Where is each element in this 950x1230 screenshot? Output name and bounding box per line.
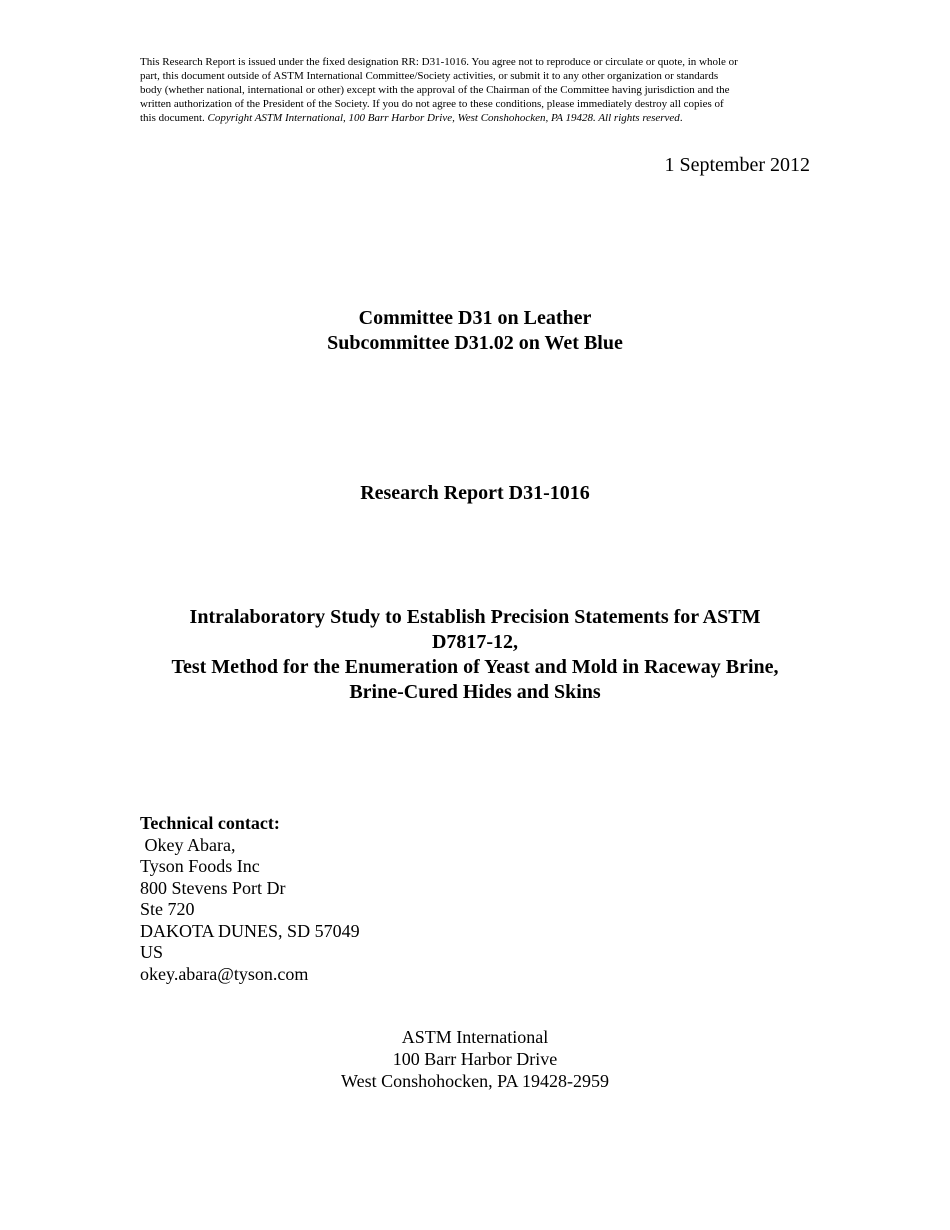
astm-street: 100 Barr Harbor Drive bbox=[392, 1049, 558, 1069]
contact-email: okey.abara@tyson.com bbox=[140, 963, 309, 984]
contact-company: Tyson Foods Inc bbox=[140, 856, 260, 876]
contact-name: Okey Abara, bbox=[140, 834, 236, 855]
notice-line: body (whether national, international or other) except with the approval of the Chairman of the Committee having jurisdiction and the bbox=[140, 84, 730, 96]
contact-city: DAKOTA DUNES, SD 57049 bbox=[140, 920, 360, 941]
report-title: Research Report D31-1016 bbox=[360, 482, 590, 504]
subcommittee-name: Subcommittee D31.02 on Wet Blue bbox=[327, 332, 623, 354]
astm-org: ASTM International bbox=[401, 1027, 549, 1047]
study-title-line: Brine-Cured Hides and Skins bbox=[349, 681, 601, 703]
astm-address bbox=[0, 1026, 950, 1092]
study-title-line: Intralaboratory Study to Establish Precision Statements for ASTM bbox=[189, 606, 761, 628]
contact-street: 800 Stevens Port Dr bbox=[140, 877, 286, 898]
notice-line: written authorization of the President of the Society. If you do not agree to these conditions, please immediately destroy all copies of bbox=[140, 98, 724, 110]
copyright-text: Copyright ASTM International, 100 Barr Harbor Drive, West Conshohocken, PA 19428. All rights reserved bbox=[207, 112, 680, 124]
study-title bbox=[130, 605, 820, 705]
report-date: 1 September 2012 bbox=[664, 154, 810, 176]
copyright-end: . bbox=[679, 112, 683, 124]
study-title-line: Test Method for the Enumeration of Yeast and Mold in Raceway Brine, bbox=[171, 656, 779, 678]
notice-line: part, this document outside of ASTM International Committee/Society activities, or submit it to any other organization or standards bbox=[140, 70, 719, 82]
usage-notice bbox=[140, 55, 810, 125]
astm-city: West Conshohocken, PA 19428-2959 bbox=[341, 1071, 609, 1091]
committee-heading bbox=[0, 306, 950, 356]
notice-last-line-prefix: this document. bbox=[140, 112, 208, 124]
notice-line: This Research Report is issued under the fixed designation RR: D31-1016. You agree not to reproduce or circulate or quote, in whole or bbox=[140, 56, 738, 68]
study-title-line: D7817-12, bbox=[431, 631, 519, 653]
committee-name: Committee D31 on Leather bbox=[358, 307, 592, 329]
notice-last-line bbox=[140, 111, 810, 125]
technical-contact bbox=[140, 813, 360, 985]
contact-country: US bbox=[140, 942, 164, 962]
contact-suite: Ste 720 bbox=[140, 899, 195, 919]
contact-heading: Technical contact: bbox=[140, 813, 280, 833]
